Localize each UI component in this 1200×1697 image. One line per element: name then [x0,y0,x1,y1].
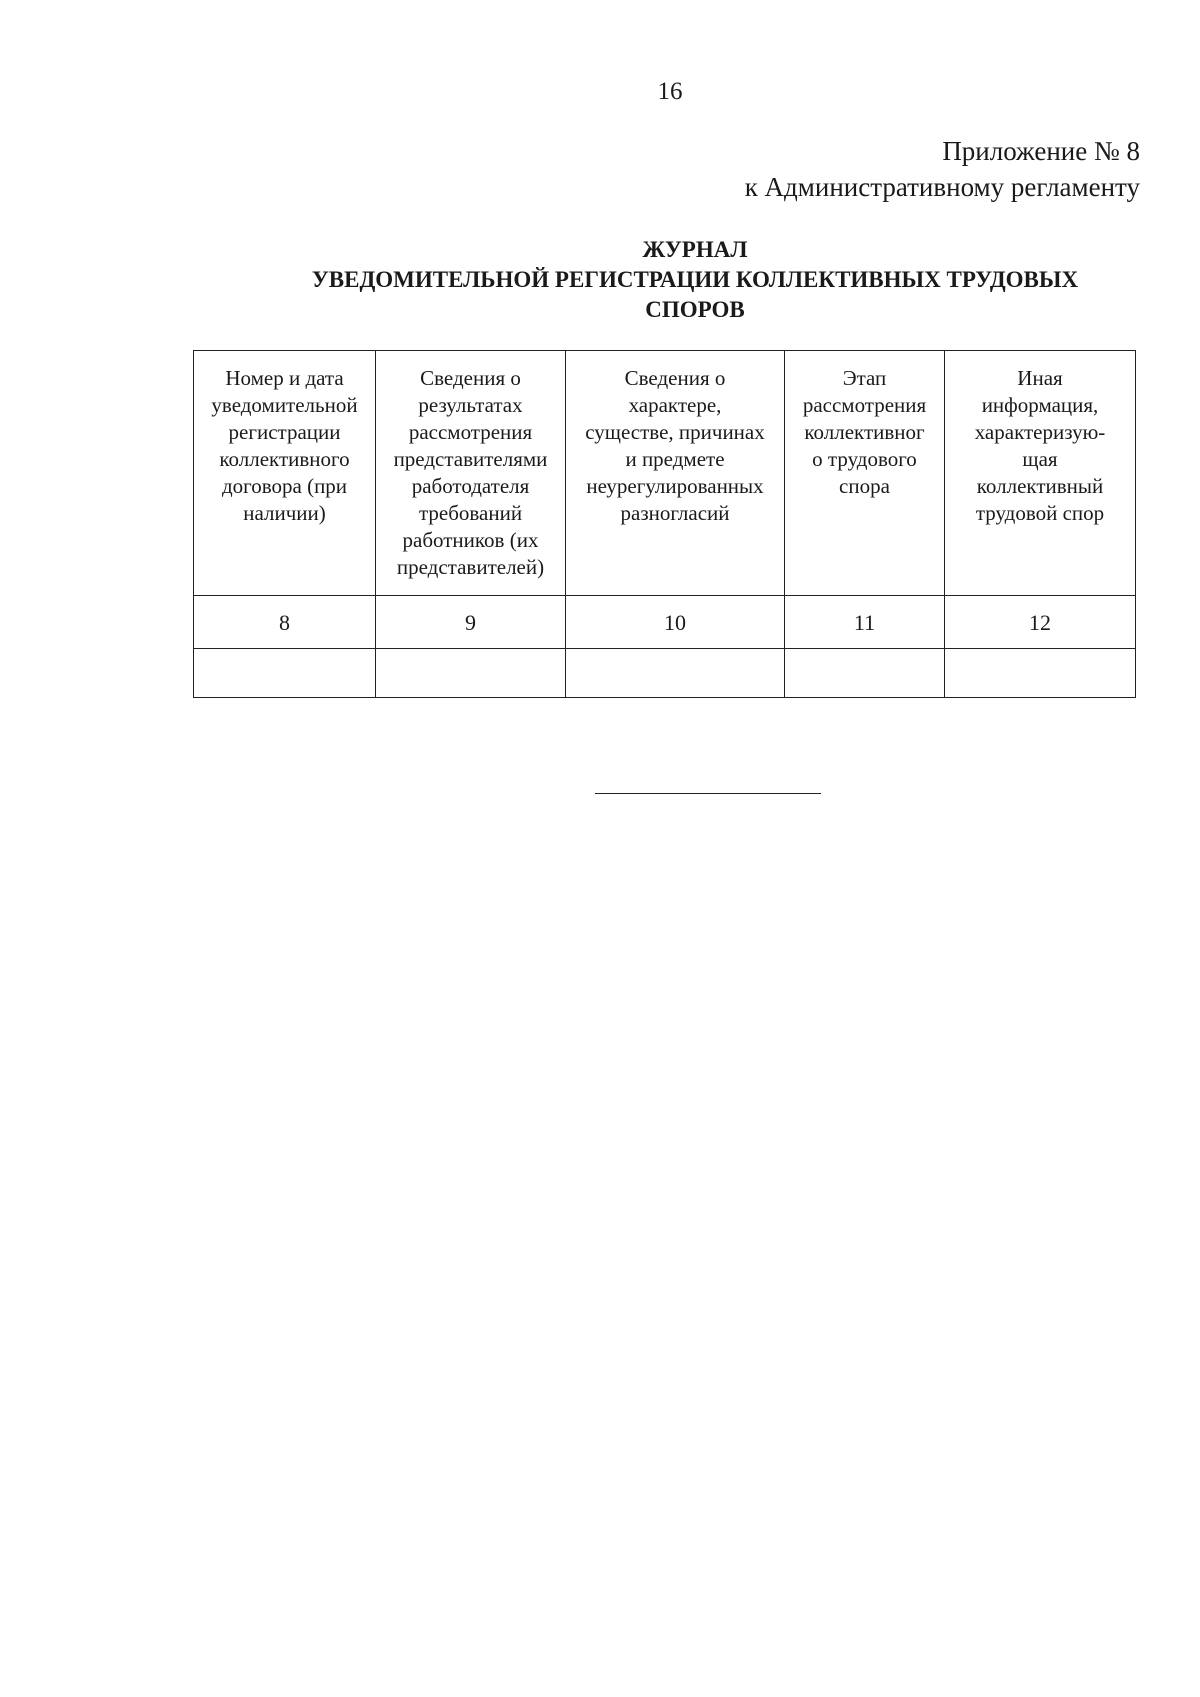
empty-entry-row [194,649,1136,698]
title-line-1: ЖУРНАЛ [642,237,748,262]
title-line-3: СПОРОВ [645,297,745,322]
empty-cell [945,649,1136,698]
column-number-cell: 10 [566,596,785,649]
appendix-regulation: к Административному регламенту [744,172,1140,202]
empty-cell [194,649,376,698]
empty-cell [785,649,945,698]
column-number-cell: 9 [376,596,566,649]
journal-table [193,350,1136,698]
appendix-number: Приложение № 8 [942,136,1140,166]
document-title [230,235,1160,325]
page-number: 16 [657,78,683,105]
table-header-row [194,351,1136,596]
header-cell-disagreements: Сведения о характере, существе, причинах и предмете неурегулированных разногласий [566,351,785,596]
column-number-cell: 11 [785,596,945,649]
end-divider-line [595,793,821,794]
header-cell-stage: Этап рассмотрения коллективног о трудового спора [785,351,945,596]
header-cell-other-info: Иная информация, характеризую- щая коллективный трудовой спор [945,351,1136,596]
title-line-2: УВЕДОМИТЕЛЬНОЙ РЕГИСТРАЦИИ КОЛЛЕКТИВНЫХ ТРУДОВЫХ [311,267,1079,292]
empty-cell [376,649,566,698]
column-number-cell: 12 [945,596,1136,649]
empty-cell [566,649,785,698]
header-cell-results: Сведения о результатах рассмотрения представителями работодателя требований работников (их представителей) [376,351,566,596]
column-number-cell: 8 [194,596,376,649]
appendix-reference [745,133,1140,205]
column-number-row [194,596,1136,649]
header-cell-registration: Номер и дата уведомительной регистрации коллективного договора (при наличии) [194,351,376,596]
